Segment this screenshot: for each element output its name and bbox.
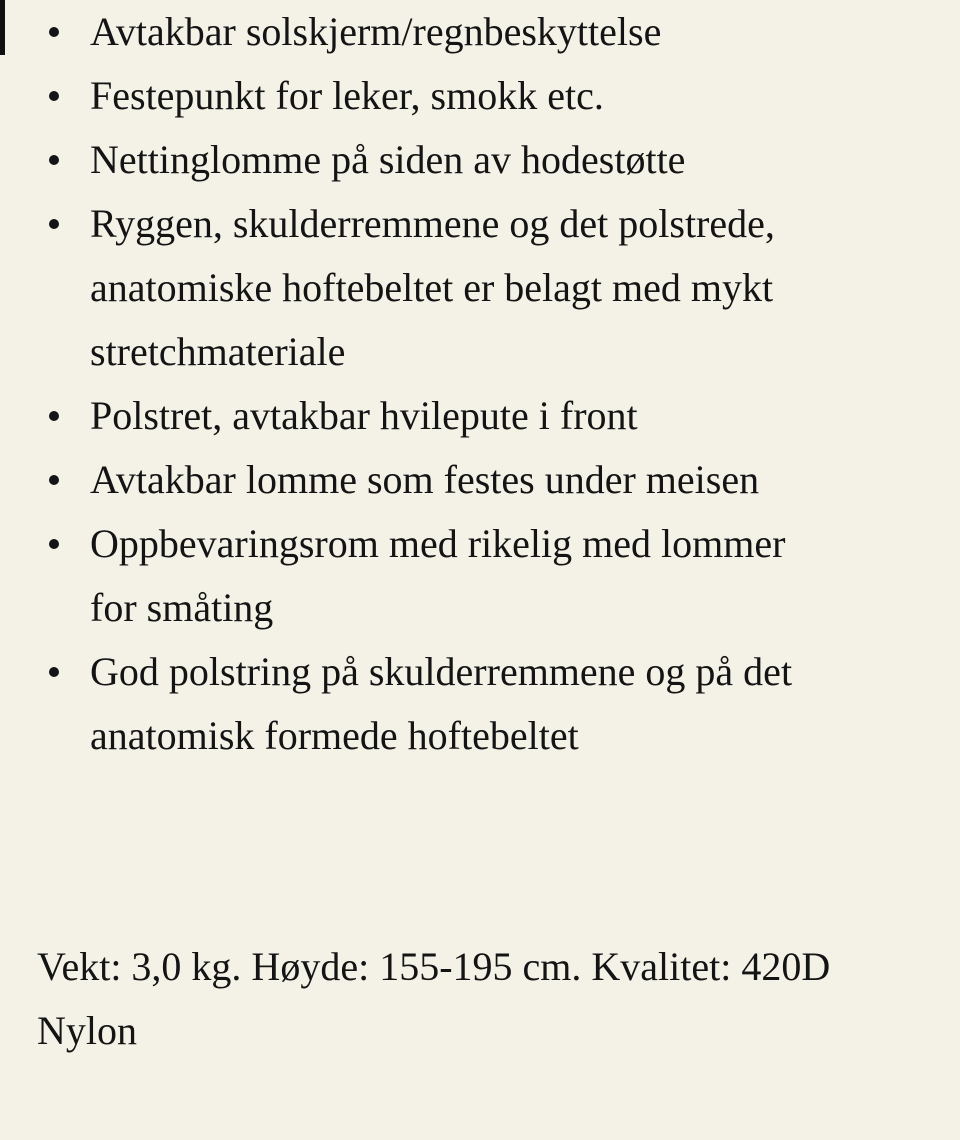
specs-text: Vekt: 3,0 kg. Høyde: 155-195 cm. Kvalitet: 420D: [37, 944, 831, 989]
specs-paragraph: [0, 935, 960, 1063]
list-item-text: Festepunkt for leker, smokk etc.: [90, 73, 604, 118]
list-item-text: anatomiske hoftebeltet er belagt med mykt: [90, 265, 774, 310]
specs-text: Nylon: [37, 1008, 137, 1053]
list-item-text: Oppbevaringsrom med rikelig med lommer: [90, 521, 786, 566]
list-item-text: anatomisk formede hoftebeltet: [90, 713, 579, 758]
list-item-text: Ryggen, skulderremmene og det polstrede,: [90, 201, 775, 246]
list-item: [90, 640, 940, 768]
carousel-edge-artifact: [0, 0, 5, 55]
list-item-text: Nettinglomme på siden av hodestøtte: [90, 137, 686, 182]
list-item-text: for småting: [90, 585, 274, 630]
list-item: [90, 128, 940, 192]
list-item: [90, 192, 940, 384]
list-item-text: God polstring på skulderremmene og på det: [90, 649, 793, 694]
list-item: [90, 384, 940, 448]
list-item-text: Polstret, avtakbar hvilepute i front: [90, 393, 638, 438]
list-item-text: Avtakbar solskjerm/regnbeskyttelse: [90, 9, 662, 54]
list-item: [90, 448, 940, 512]
list-item: [90, 64, 940, 128]
list-item: [90, 0, 940, 64]
list-item-text: Avtakbar lomme som festes under meisen: [90, 457, 760, 502]
list-item: [90, 512, 940, 640]
list-item-text: stretchmateriale: [90, 329, 346, 374]
